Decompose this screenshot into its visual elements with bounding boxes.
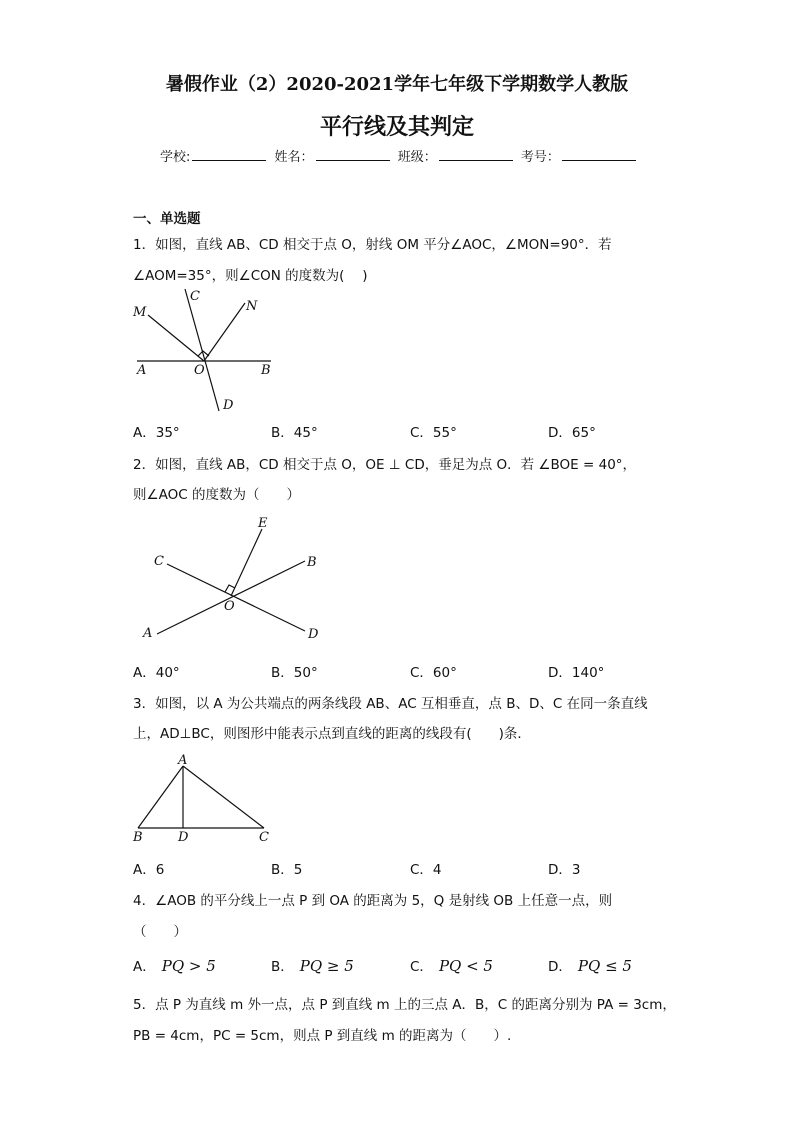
q2-line-2: 则∠AOC 的度数为（ ）	[133, 487, 300, 503]
exam-number-label: 考号：	[520, 150, 560, 165]
q2-ray-oe	[231, 529, 262, 596]
q1-option-b[interactable]: B．45°	[271, 425, 318, 441]
q1-option-a[interactable]: A．35°	[133, 425, 180, 441]
q4-option-b[interactable]: B． PQ ≥ 5	[271, 957, 354, 975]
q4-option-d[interactable]: D． PQ ≤ 5	[548, 957, 632, 975]
document-title: 暑假作业（2）2020-2021学年七年级下学期数学人教版	[165, 74, 629, 95]
q1-ray-om	[148, 315, 204, 361]
q1-figure	[125, 285, 285, 415]
q1-option-d[interactable]: D．65°	[548, 425, 596, 441]
q1-label-n: N	[246, 299, 258, 314]
q2-option-a[interactable]: A．40°	[133, 665, 180, 681]
q2-label-o: O	[224, 599, 235, 614]
q3-option-a[interactable]: A．6	[133, 862, 165, 878]
q3-label-c: C	[259, 830, 269, 845]
q1-label-b: B	[261, 363, 271, 378]
q1-label-d: D	[223, 398, 234, 413]
q1-line-2: ∠AOM=35°，则∠CON 的度数为( )	[133, 268, 368, 284]
q2-label-a: A	[143, 626, 153, 641]
q4-option-d-expr: PQ ≤ 5	[577, 957, 632, 975]
q3-segment-ac	[183, 766, 264, 828]
q3-label-a: A	[178, 753, 188, 768]
q4-line-1: 4．∠AOB 的平分线上一点 P 到 OA 的距离为 5，Q 是射线 OB 上任意一点，则	[133, 893, 613, 909]
class-label: 班级：	[397, 150, 437, 165]
q1-option-c[interactable]: C．55°	[410, 425, 457, 441]
q1-label-c: C	[190, 289, 200, 304]
name-blank[interactable]	[316, 148, 390, 161]
section-title: 一、单选题	[133, 211, 201, 227]
q5-line-1: 5．点 P 为直线 m 外一点，点 P 到直线 m 上的三点 A．B，C 的距离分别为 PA = 3cm，	[133, 997, 676, 1013]
q3-option-b[interactable]: B．5	[271, 862, 303, 878]
q3-label-b: B	[133, 830, 143, 845]
q2-figure	[135, 510, 335, 645]
q2-label-d: D	[308, 627, 319, 642]
q3-figure	[128, 752, 278, 847]
q2-line-1: 2．如图，直线 AB，CD 相交于点 O，OE ⊥ CD，垂足为点 O．若 ∠BOE = 40°，	[133, 457, 637, 473]
student-info-line	[160, 146, 640, 165]
school-label: 学校:	[160, 150, 191, 165]
q2-label-c: C	[154, 554, 164, 569]
q2-line-ab	[157, 561, 305, 634]
school-blank[interactable]	[192, 148, 266, 161]
q4-option-a-expr: PQ > 5	[161, 957, 216, 975]
q1-line-1: 1．如图，直线 AB、CD 相交于点 O，射线 OM 平分∠AOC，∠MON=90°．若	[133, 237, 612, 253]
q2-label-e: E	[258, 516, 268, 531]
q2-option-b[interactable]: B．50°	[271, 665, 318, 681]
q2-option-c[interactable]: C．60°	[410, 665, 457, 681]
q4-line-2: （ ）	[133, 924, 187, 940]
class-blank[interactable]	[439, 148, 513, 161]
q2-label-b: B	[307, 555, 317, 570]
q3-label-d: D	[178, 830, 189, 845]
exam-number-blank[interactable]	[562, 148, 636, 161]
q2-line-cd	[167, 564, 305, 631]
q3-segment-ab	[138, 766, 183, 828]
name-label: 姓名：	[274, 150, 314, 165]
q4-option-c-expr: PQ < 5	[438, 957, 493, 975]
document-subtitle: 平行线及其判定	[319, 114, 474, 140]
q4-option-b-expr: PQ ≥ 5	[299, 957, 354, 975]
q5-line-2: PB = 4cm，PC = 5cm，则点 P 到直线 m 的距离为（ ）.	[133, 1028, 512, 1044]
q1-label-a: A	[137, 363, 147, 378]
q3-line-1: 3．如图，以 A 为公共端点的两条线段 AB、AC 互相垂直，点 B、D、C 在同一条直线	[133, 696, 648, 712]
q2-option-d[interactable]: D．140°	[548, 665, 605, 681]
q4-option-c[interactable]: C． PQ < 5	[410, 957, 493, 975]
q1-ray-on	[204, 303, 245, 361]
q1-label-m: M	[133, 305, 147, 320]
q3-option-d[interactable]: D．3	[548, 862, 581, 878]
q1-label-o: O	[194, 363, 205, 378]
q3-option-c[interactable]: C．4	[410, 862, 442, 878]
q3-line-2: 上，AD⊥BC，则图形中能表示点到直线的距离的线段有( )条．	[133, 726, 531, 742]
q4-option-a[interactable]: A． PQ > 5	[133, 957, 216, 975]
